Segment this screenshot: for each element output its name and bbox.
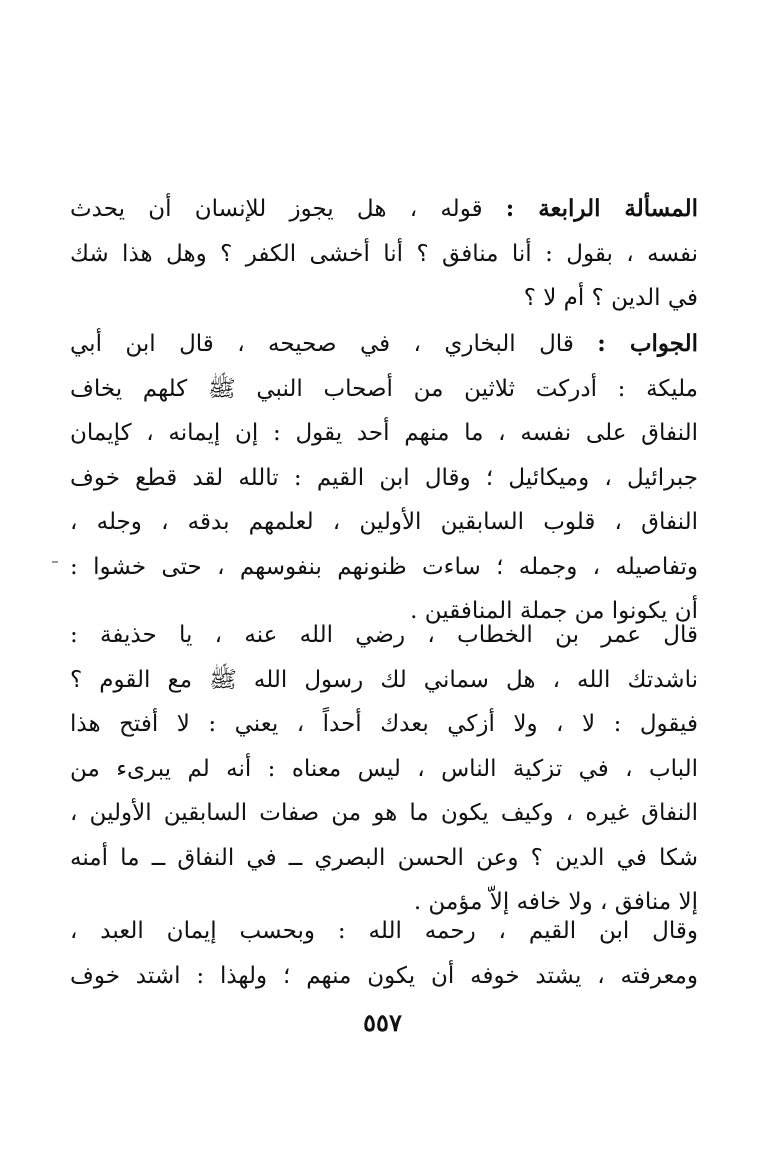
- text-line: ومعرفته ، يشتد خوفه أن يكون منهم ؛ ولهذا : اشتد خوف: [70, 962, 698, 989]
- text-line: نفسه ، بقول : أنا منافق ؟ أنا أخشى الكفر ؟ وهل هذا شك: [70, 240, 698, 267]
- text-line: وتفاصيله ، وجمله ؛ ساءت ظنونهم بنفوسهم ، حتى خشوا :: [70, 553, 698, 580]
- scan-speck: [52, 561, 58, 563]
- text-line: النفاق ، قلوب السابقين الأولين ، لعلمهم بدقه ، وجله ،: [70, 509, 698, 535]
- text-line: الباب ، في تزكية الناس ، ليس معناه : أنه لم يبرىء من: [70, 755, 698, 782]
- text-line: جبرائيل ، وميكائيل ؛ وقال ابن القيم : تالله لقد قطع خوف: [70, 464, 698, 491]
- text-line: ناشدتك الله ، هل سماني لك رسول الله ﷺ مع القوم ؟: [70, 666, 698, 693]
- page-number: ٥٥٧: [363, 1008, 402, 1037]
- text-line: فيقول : لا ، ولا أزكي بعدك أحداً ، يعني : لا أفتح هذا: [70, 711, 698, 737]
- text-line: إلا منافق ، ولا خافه إلاّ مؤمن .: [413, 889, 698, 915]
- text-line: أن يكونوا من جملة المنافقين .: [410, 598, 698, 624]
- text-line: المسألة الرابعة : قوله ، هل يجوز للإنسان أن يحدث: [70, 195, 698, 222]
- text-line: النفاق على نفسه ، ما منهم أحد يقول : إن إيمانه ، كإيمان: [70, 420, 698, 446]
- paragraph-answer: [70, 322, 698, 634]
- text-line: الجواب : قال البخاري ، في صحيحه ، قال ابن أبي: [70, 330, 698, 357]
- paragraph-umar-hudhayfa: [70, 613, 698, 925]
- text-line: وقال ابن القيم ، رحمه الله : وبحسب إيمان العبد ،: [70, 918, 698, 944]
- question-heading: المسألة الرابعة :: [505, 195, 698, 222]
- text-line: مليكة : أدركت ثلاثين من أصحاب النبي ﷺ كلهم يخاف: [70, 375, 698, 402]
- text-line: قال عمر بن الخطاب ، رضي الله عنه ، يا حذيفة :: [70, 622, 698, 648]
- text-line: شكا في الدين ؟ وعن الحسن البصري ــ في النفاق ــ ما أمنه: [70, 844, 698, 871]
- answer-heading: الجواب :: [597, 330, 698, 357]
- text-line: النفاق غيره ، وكيف يكون ما هو من صفات السابقين الأولين ،: [70, 800, 698, 826]
- paragraph-ibn-qayyim: [70, 909, 698, 998]
- text-line: في الدين ؟ أم لا ؟: [523, 285, 698, 311]
- paragraph-question: [70, 187, 698, 321]
